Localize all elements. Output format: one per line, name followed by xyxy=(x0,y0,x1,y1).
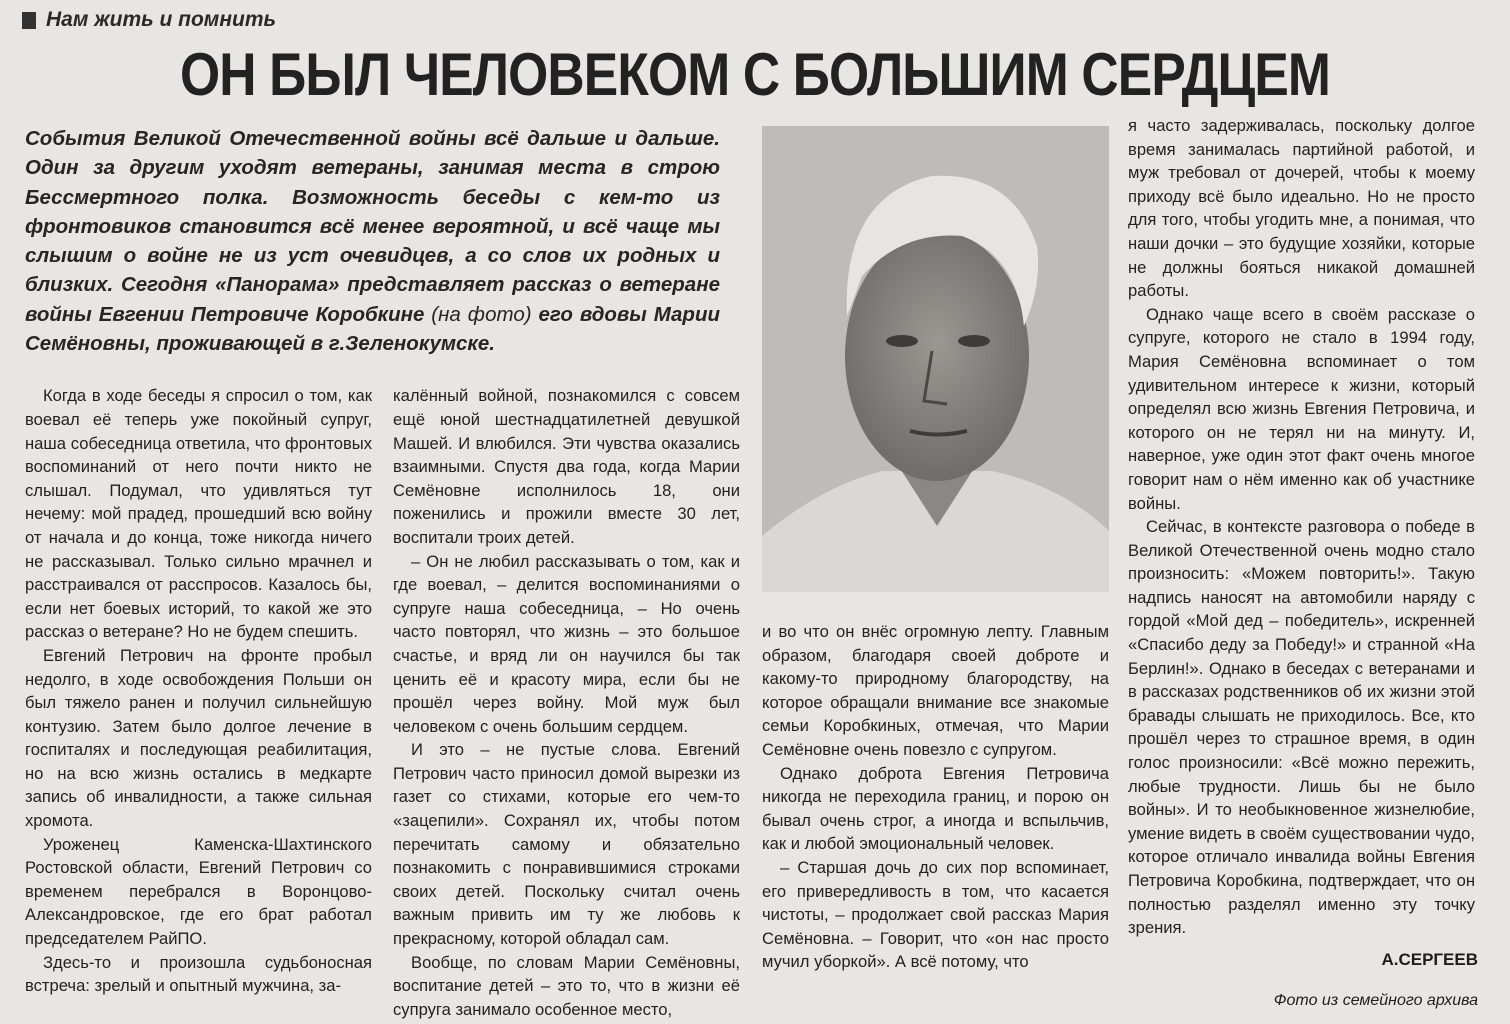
portrait-image-icon xyxy=(762,126,1109,592)
paragraph: – Старшая дочь до сих пор вспоминает, его привередливость в том, что касается чистоты, – продолжает свой рассказ Мария Семёновна. – Говорит, что «он нас просто мучил уборкой». А всё потому, что xyxy=(762,857,1109,972)
left-columns xyxy=(25,384,740,1021)
column-3 xyxy=(762,620,1109,974)
paragraph: я часто задерживалась, поскольку долгое время занималась партийной работой, и муж требовал от дочерей, чтобы к моему приходу всё было идеально. Но не просто для того, чтобы угодить мне, а понимая, что наши дочки – это будущие хозяйки, которые не должны бояться никакой домашней работы. xyxy=(1128,116,1475,301)
paragraph: – Он не любил рассказывать о том, как и где воевал, – делится воспоминаниями о супруге наша собеседница, – Но очень часто повторял, что жизнь – это большое счастье, и вряд ли он научился бы так ценить её и красоту мира, если бы не прошёл через войну. Мой муж был человеком с очень большим сердцем. xyxy=(393,551,740,736)
photo-credit: Фото из семейного архива xyxy=(1273,991,1478,1009)
paragraph: И это – не пустые слова. Евгений Петрович часто приносил домой вырезки из газет со стихами, которые его чем-то «зацепили». Сохранял их, чтобы потом перечитать самому и обязательно познакомить с понравившимися строками своих детей. Поскольку считал очень важным привить им ту же любовь к прекрасному, которой обладал сам. xyxy=(393,740,740,949)
lead-text-2: его вдовы Марии Семёновны, проживающей в г.Зеленокумске. xyxy=(25,302,721,356)
paragraph: Сейчас, в контексте разговора о победе в Великой Отечественной очень модно стало произносить: «Можем повторить!». Такую надпись наносят на автомобили наряду с гордой «Мой дед – победитель», искренней «Спасибо деду за Победу!» и странной «На Берлин!». Однако в беседах с ветеранами и в рассказах родственников об их жизни этой бравады слышать не приходилось. Все, кто прошёл через то страшное время, в один голос произносили: «Всё можно пережить, любые трудности. Лишь бы не было войны». И то необыкновенное жизнелюбие, умение видеть в своём существовании чудо, которое отличало инвалида войны Евгения Петровича Коробкина, подтверждает, что он полностью разделял именно эту точку зрения. xyxy=(1128,517,1475,938)
column-2 xyxy=(393,384,740,1021)
middle-block xyxy=(762,126,1109,974)
paragraph: Евгений Петрович на фронте пробыл недолго, в ходе освобождения Польши он был тяжело ранен и получил сильнейшую контузию. Затем было долгое лечение в госпиталях и последующая реабилитация, но на всю жизнь остались в медкарте запись об инвалидности, а также сильная хромота. xyxy=(25,645,372,831)
paragraph: Здесь-то и произошла судьбоносная встреча: зрелый и опытный мужчина, за- xyxy=(25,952,372,996)
paragraph: Вообще, по словам Марии Семёновны, воспитание детей – это то, что в жизни её супруга занимало особенное место, xyxy=(393,952,740,1019)
right-block xyxy=(1128,114,1478,1010)
paragraph: Однако доброта Евгения Петровича никогда не переходила границ, и порою он бывал очень строг, а иногда и вспыльчив, как и любой эмоциональный человек. xyxy=(762,763,1109,854)
paragraph: и во что он внёс огромную лепту. Главным образом, благодаря своей доброте и какому-то природному благородству, на которое обращали внимание все знакомые семьи Коробкиных, отмечая, что Марии Семёновне очень повезло с супругом. xyxy=(762,622,1109,759)
article-lead xyxy=(25,124,720,358)
left-block xyxy=(25,124,740,1021)
article-author: А.СЕРГЕЕВ xyxy=(1381,949,1478,969)
section-rubric xyxy=(22,8,276,32)
paragraph: Однако чаще всего в своём рассказе о супруге, которого не стало в 1994 году, Мария Семёновна вспоминает о том удивительном интересе к жизни, который определял всю жизнь Евгения Петровича, и которого он не терял ни на минуту. И, наверное, уже один этот факт очень многое говорит нам о нём именно как об участнике войны. xyxy=(1128,304,1475,513)
rubric-square-icon xyxy=(22,12,36,29)
rubric-label: Нам жить и помнить xyxy=(46,8,276,31)
lead-text-1: События Великой Отечественной войны всё дальше и дальше. Один за другим уходят ветераны, занимая места в строю Бессмертного полка. Возможность беседы с кем-то из фронтовиков становится всё менее вероятной, и всё чаще мы слышим о войне не из уст очевидцев, а со слов их родных и близких. Сегодня «Панорама» представляет рассказ о ветеране войны Евгении Петровиче Коробкине xyxy=(25,127,720,326)
veteran-portrait-photo xyxy=(762,126,1109,592)
paragraph: калённый войной, познакомился с совсем ещё юной шестнадцатилетней девушкой Машей. И влюбился. Эти чувства оказались взаимными. Спустя два года, когда Марии Семёновне исполнилось 18, они поженились и прожили вместе 30 лет, воспитали троих детей. xyxy=(393,386,740,547)
lead-photo-note: (на фото) xyxy=(424,302,539,326)
column-4 xyxy=(1128,114,1475,940)
paragraph: Когда в ходе беседы я спросил о том, как воевал её теперь уже покойный супруг, наша собеседница ответила, что фронтовых воспоминаний от него почти никто не слышал. Подумал, что удивляться тут нечему: мой прадед, прошедший всю войну от начала и до конца, тоже никогда ничего не рассказывал. Только сильно мрачнел и расстраивался от расспросов. Казалось бы, если нет боевых историй, то какой же это рассказ о ветеране? Но не будем спешить. xyxy=(25,386,372,642)
paragraph: Уроженец Каменска-Шахтинского Ростовской области, Евгений Петрович со временем перебрался в Воронцово-Александровское, где его брат работал председателем РайПО. xyxy=(25,834,372,949)
article-title: ОН БЫЛ ЧЕЛОВЕКОМ С БОЛЬШИМ СЕРДЦЕМ xyxy=(179,41,1331,108)
column-1 xyxy=(25,384,372,1021)
